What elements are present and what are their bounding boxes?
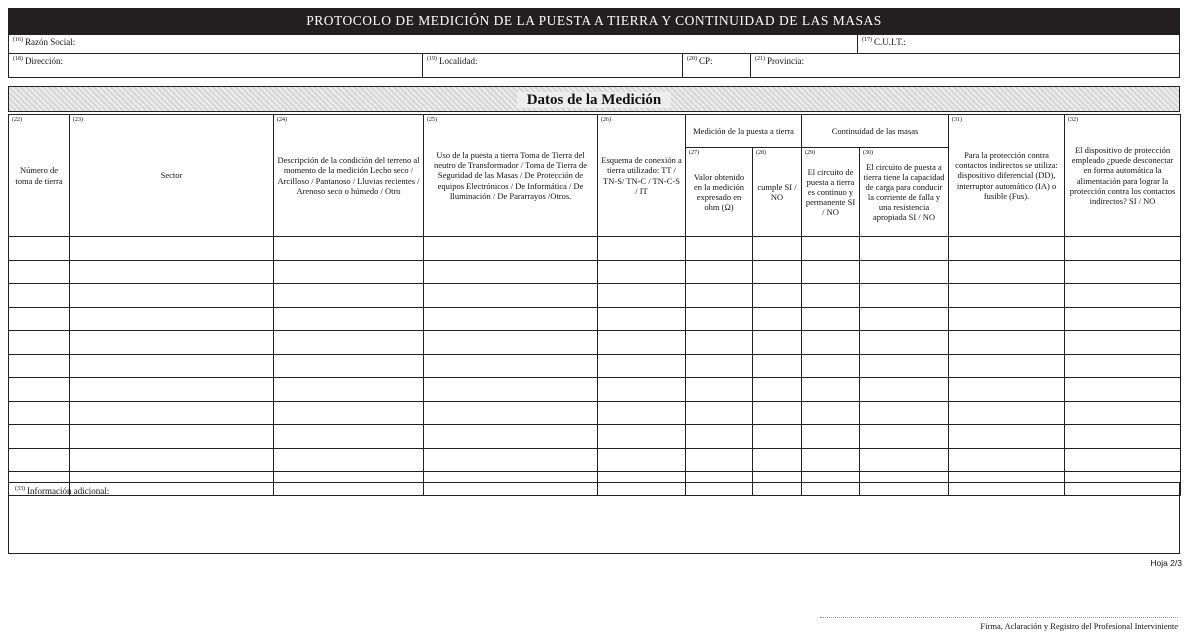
table-cell[interactable] — [424, 237, 598, 261]
table-cell[interactable] — [1065, 448, 1181, 472]
col-header-capacidad: (30) El circuito de puesta a tierra tiene la capacidad de carga para conducir la corriente de falla y una resistencia apropiada SI / NO — [860, 148, 949, 237]
table-cell[interactable] — [70, 401, 274, 425]
table-cell[interactable] — [274, 237, 424, 261]
table-cell[interactable] — [274, 307, 424, 331]
table-cell[interactable] — [753, 307, 802, 331]
table-cell[interactable] — [424, 331, 598, 355]
table-cell[interactable] — [424, 284, 598, 308]
table-row — [9, 401, 1181, 425]
table-cell[interactable] — [860, 378, 949, 402]
table-cell[interactable] — [802, 331, 860, 355]
table-cell[interactable] — [9, 425, 70, 449]
table-cell[interactable] — [598, 307, 686, 331]
table-cell[interactable] — [424, 448, 598, 472]
table-cell[interactable] — [686, 401, 753, 425]
table-cell[interactable] — [753, 284, 802, 308]
table-cell[interactable] — [949, 260, 1065, 284]
table-cell[interactable] — [686, 307, 753, 331]
table-cell[interactable] — [598, 448, 686, 472]
cuit-label: C.U.I.T.: — [874, 37, 906, 47]
table-cell[interactable] — [424, 401, 598, 425]
table-cell[interactable] — [598, 284, 686, 308]
table-cell[interactable] — [1065, 331, 1181, 355]
table-row — [9, 307, 1181, 331]
table-cell[interactable] — [802, 237, 860, 261]
table-row — [9, 378, 1181, 402]
table-row — [9, 354, 1181, 378]
table-cell[interactable] — [424, 260, 598, 284]
table-cell[interactable] — [686, 425, 753, 449]
table-cell[interactable] — [802, 425, 860, 449]
section-title: Datos de la Medición — [517, 92, 672, 108]
table-cell[interactable] — [753, 331, 802, 355]
col-group-continuidad: Continuidad de las masas — [802, 115, 949, 148]
table-cell[interactable] — [70, 331, 274, 355]
table-cell[interactable] — [70, 260, 274, 284]
table-cell[interactable] — [274, 260, 424, 284]
table-cell[interactable] — [686, 284, 753, 308]
table-cell[interactable] — [1065, 307, 1181, 331]
table-row — [9, 448, 1181, 472]
cp-field[interactable]: $^{(20)}$ CP: — [682, 54, 750, 77]
col-group-medicion: Medición de la puesta a tierra — [686, 115, 802, 148]
table-cell[interactable] — [598, 260, 686, 284]
table-row — [9, 237, 1181, 261]
table-cell[interactable] — [598, 401, 686, 425]
table-cell[interactable] — [424, 425, 598, 449]
table-cell[interactable] — [686, 378, 753, 402]
table-cell[interactable] — [274, 284, 424, 308]
table-cell[interactable] — [753, 260, 802, 284]
table-cell[interactable] — [274, 401, 424, 425]
table-cell[interactable] — [753, 425, 802, 449]
table-cell[interactable] — [949, 237, 1065, 261]
col-header-desconexion: (32) El dispositivo de protección empleado ¿puede desconectar en forma automática la alimentación para lograr la protección contra los contactos indirectos? SI / NO — [1065, 115, 1181, 237]
table-cell[interactable] — [860, 425, 949, 449]
col-header-terreno: (24) Descripción de la condición del terreno al momento de la medición Lecho seco / Arcilloso / Pantanoso / Lluvias recientes / Arenoso seco o húmedo / Otro — [274, 115, 424, 237]
table-cell[interactable] — [802, 378, 860, 402]
table-cell[interactable] — [753, 237, 802, 261]
table-cell[interactable] — [274, 448, 424, 472]
col-header-uso: (25) Uso de la puesta a tierra Toma de Tierra del neutro de Transformador / Toma de Tierra de Seguridad de las Masas / De Protección de equipos Electrónicos / De Informática / De Iluminación / De Pararrayos /Otros. — [424, 115, 598, 237]
table-cell[interactable] — [949, 284, 1065, 308]
table-cell[interactable] — [9, 448, 70, 472]
col-header-valor: (27) Valor obtenido en la medición expresado en ohm (Ω) — [686, 148, 753, 237]
table-cell[interactable] — [949, 354, 1065, 378]
table-cell[interactable] — [70, 425, 274, 449]
table-cell[interactable] — [1065, 378, 1181, 402]
table-cell[interactable] — [274, 378, 424, 402]
table-cell[interactable] — [753, 354, 802, 378]
table-cell[interactable] — [860, 260, 949, 284]
table-cell[interactable] — [686, 260, 753, 284]
table-row — [9, 425, 1181, 449]
cuit-field[interactable]: $^{(17)}$ C.U.I.T.: — [857, 35, 1179, 53]
direccion-field[interactable]: $^{(18)}$ Dirección: — [13, 56, 63, 66]
localidad-label: Localidad: — [439, 56, 478, 66]
table-cell[interactable] — [686, 237, 753, 261]
table-cell[interactable] — [9, 237, 70, 261]
address-row — [8, 54, 1180, 78]
table-cell[interactable] — [70, 307, 274, 331]
signature-line — [820, 617, 1178, 618]
table-cell[interactable] — [802, 354, 860, 378]
table-cell[interactable] — [70, 448, 274, 472]
table-cell[interactable] — [753, 378, 802, 402]
table-cell[interactable] — [1065, 401, 1181, 425]
table-cell[interactable] — [9, 354, 70, 378]
table-cell[interactable] — [860, 307, 949, 331]
table-cell[interactable] — [70, 237, 274, 261]
additional-info-label: Información adicional: — [27, 486, 110, 496]
table-cell[interactable] — [686, 331, 753, 355]
table-cell[interactable] — [274, 331, 424, 355]
table-cell[interactable] — [70, 378, 274, 402]
table-cell[interactable] — [1065, 237, 1181, 261]
table-cell[interactable] — [1065, 260, 1181, 284]
col-header-sector: (23) Sector — [70, 115, 274, 237]
table-cell[interactable] — [1065, 284, 1181, 308]
table-cell[interactable] — [802, 448, 860, 472]
table-cell[interactable] — [424, 378, 598, 402]
table-cell[interactable] — [598, 331, 686, 355]
table-cell[interactable] — [949, 448, 1065, 472]
table-cell[interactable] — [949, 378, 1065, 402]
table-cell[interactable] — [753, 401, 802, 425]
table-row — [9, 331, 1181, 355]
table-cell[interactable] — [1065, 425, 1181, 449]
table-cell[interactable] — [598, 354, 686, 378]
localidad-field[interactable]: $^{(19)}$ Localidad: — [422, 54, 682, 77]
provincia-field[interactable]: $^{(21)}$ Provincia: — [750, 54, 1179, 77]
table-cell[interactable] — [598, 425, 686, 449]
table-cell[interactable] — [860, 401, 949, 425]
table-cell[interactable] — [802, 260, 860, 284]
table-cell[interactable] — [753, 448, 802, 472]
table-cell[interactable] — [686, 448, 753, 472]
measurement-table — [8, 114, 1181, 496]
table-row — [9, 260, 1181, 284]
table-cell[interactable] — [70, 284, 274, 308]
table-cell[interactable] — [274, 354, 424, 378]
table-cell[interactable] — [949, 401, 1065, 425]
table-cell[interactable] — [9, 331, 70, 355]
table-cell[interactable] — [949, 331, 1065, 355]
table-cell[interactable] — [860, 331, 949, 355]
table-cell[interactable] — [70, 354, 274, 378]
table-cell[interactable] — [802, 307, 860, 331]
table-cell[interactable] — [598, 237, 686, 261]
table-cell[interactable] — [949, 307, 1065, 331]
col-header-proteccion: (31) Para la protección contra contactos indirectos se utiliza: dispositivo diferencial (DD), interruptor automático (IA) o fusible (Fus). — [949, 115, 1065, 237]
table-cell[interactable] — [802, 284, 860, 308]
table-row — [9, 284, 1181, 308]
table-cell[interactable] — [9, 307, 70, 331]
table-cell[interactable] — [9, 378, 70, 402]
table-cell[interactable] — [860, 448, 949, 472]
table-cell[interactable] — [9, 401, 70, 425]
signature-label: Firma, Aclaración y Registro del Profesional Interviniente — [980, 621, 1178, 631]
col-header-cumple: (28) cumple SI / NO — [753, 148, 802, 237]
table-cell[interactable] — [274, 425, 424, 449]
table-cell[interactable] — [860, 354, 949, 378]
col-header-toma: (22) Número de toma de tierra — [9, 115, 70, 237]
company-row — [8, 34, 1180, 54]
section-banner — [8, 86, 1180, 112]
direccion-label: Dirección: — [25, 56, 63, 66]
table-cell[interactable] — [860, 284, 949, 308]
razon-social-label: Razón Social: — [25, 37, 76, 47]
table-cell[interactable] — [424, 354, 598, 378]
table-cell[interactable] — [860, 237, 949, 261]
provincia-label: Provincia: — [767, 56, 804, 66]
razon-social-field[interactable]: $^{(16)}$ Razón Social: — [13, 37, 76, 47]
col-header-esquema: (26) Esquema de conexión a tierra utilizado: TT / TN-S/ TN-C / TN-C-S / IT — [598, 115, 686, 237]
col-header-continuo: (29) El circuito de puesta a tierra es continuo y permanente SI / NO — [802, 148, 860, 237]
form-title: PROTOCOLO DE MEDICIÓN DE LA PUESTA A TIERRA Y CONTINUIDAD DE LAS MASAS — [8, 8, 1180, 34]
table-cell[interactable] — [802, 401, 860, 425]
table-cell[interactable] — [1065, 354, 1181, 378]
table-cell[interactable] — [949, 425, 1065, 449]
table-cell[interactable] — [9, 260, 70, 284]
cp-label: CP: — [699, 56, 713, 66]
table-cell[interactable] — [424, 307, 598, 331]
table-cell[interactable] — [598, 378, 686, 402]
table-cell[interactable] — [9, 284, 70, 308]
page-number: Hoja 2/3 — [1150, 558, 1182, 568]
table-cell[interactable] — [686, 354, 753, 378]
additional-info-field[interactable]: $^{(33)}$ Información adicional: — [8, 482, 1180, 554]
